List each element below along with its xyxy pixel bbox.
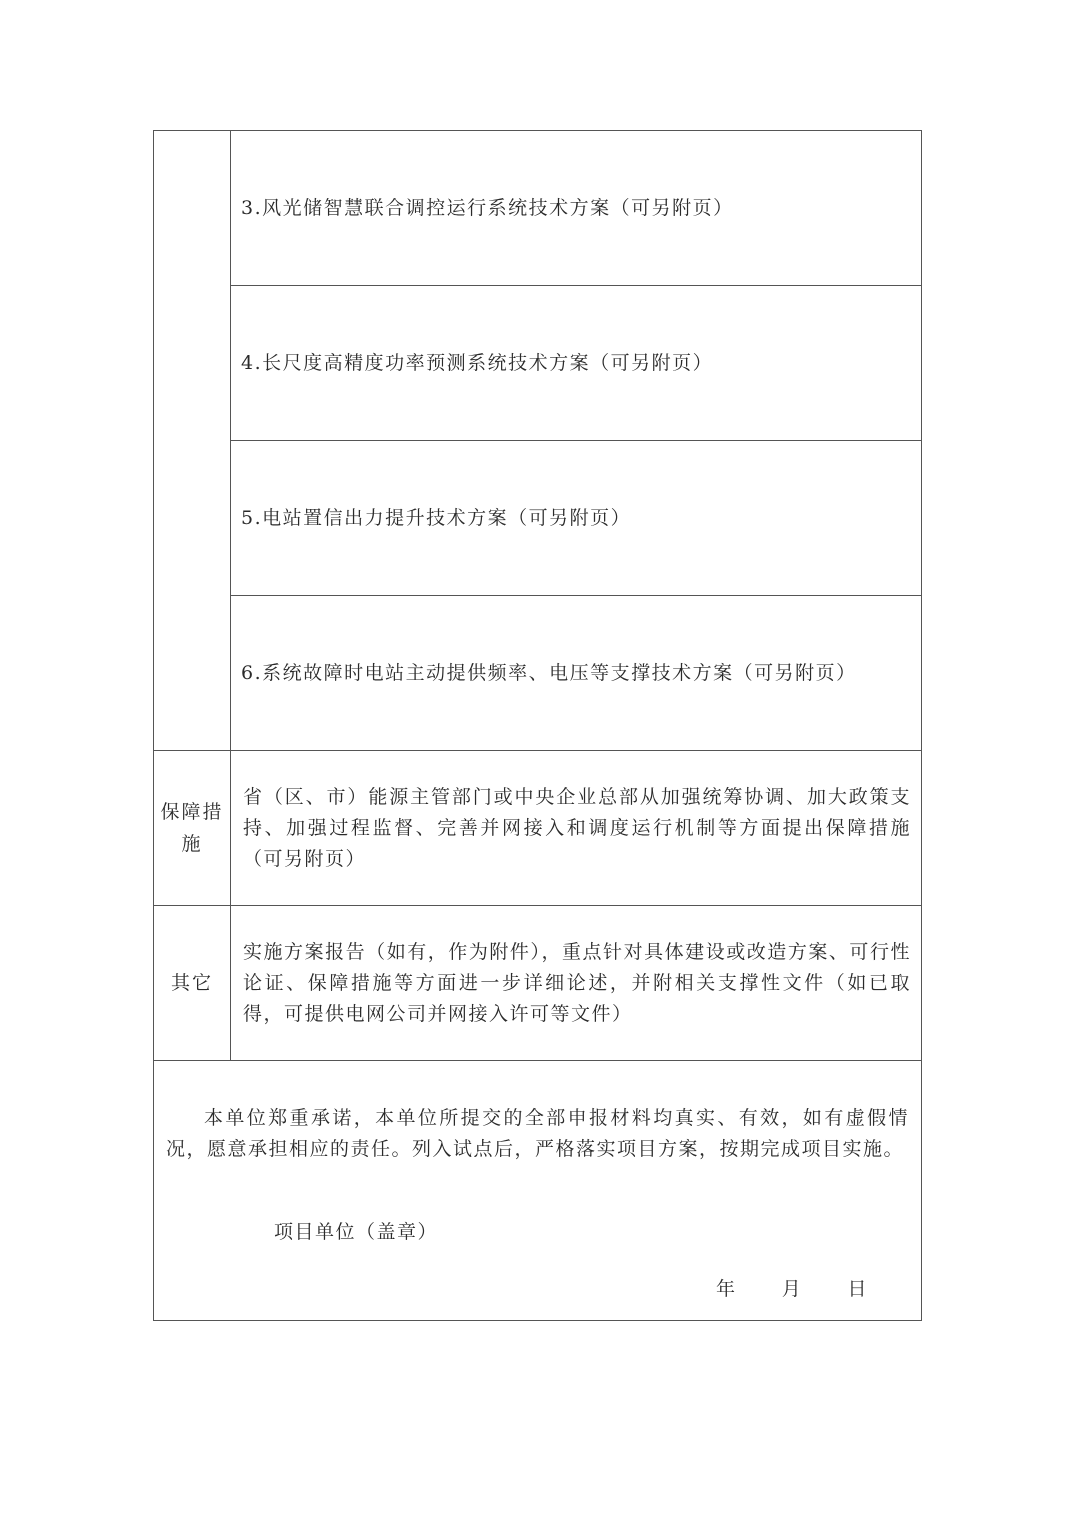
plan-row-4 xyxy=(154,286,922,441)
plan-item-6: 6.系统故障时电站主动提供频率、电压等支撑技术方案（可另附页） xyxy=(231,596,922,751)
plan-label-cell xyxy=(154,131,231,751)
plan-item-5: 5.电站置信出力提升技术方案（可另附页） xyxy=(231,441,922,596)
guarantee-label: 保障措施 xyxy=(154,751,231,906)
plan-row-5 xyxy=(154,441,922,596)
guarantee-row xyxy=(154,751,922,906)
date-year-label: 年 xyxy=(716,1278,737,1300)
other-text: 实施方案报告（如有，作为附件），重点针对具体建设或改造方案、可行性论证、保障措施等方面进一步详细论述，并附相关支撑性文件（如已取得，可提供电网公司并网接入许可等文件） xyxy=(231,906,922,1061)
guarantee-text: 省（区、市）能源主管部门或中央企业总部从加强统筹协调、加大政策支持、加强过程监督、完善并网接入和调度运行机制等方面提出保障措施（可另附页） xyxy=(231,751,922,906)
signature-date xyxy=(716,1274,868,1305)
date-month-label: 月 xyxy=(781,1278,803,1300)
commitment-row xyxy=(154,1061,922,1321)
unit-seal-label: 项目单位（盖章） xyxy=(274,1221,439,1243)
application-form-table xyxy=(153,130,922,1321)
other-row xyxy=(154,906,922,1061)
date-day-label: 日 xyxy=(847,1278,869,1300)
plan-row-6 xyxy=(154,596,922,751)
plan-item-4: 4.长尺度高精度功率预测系统技术方案（可另附页） xyxy=(231,286,922,441)
plan-item-3: 3.风光储智慧联合调控运行系统技术方案（可另附页） xyxy=(231,131,922,286)
commitment-text: 本单位郑重承诺，本单位所提交的全部申报材料均真实、有效，如有虚假情况，愿意承担相应的责任。列入试点后，严格落实项目方案，按期完成项目实施。 xyxy=(166,1107,909,1160)
commitment-cell xyxy=(154,1061,922,1321)
plan-row-3 xyxy=(154,131,922,286)
other-label: 其它 xyxy=(154,906,231,1061)
